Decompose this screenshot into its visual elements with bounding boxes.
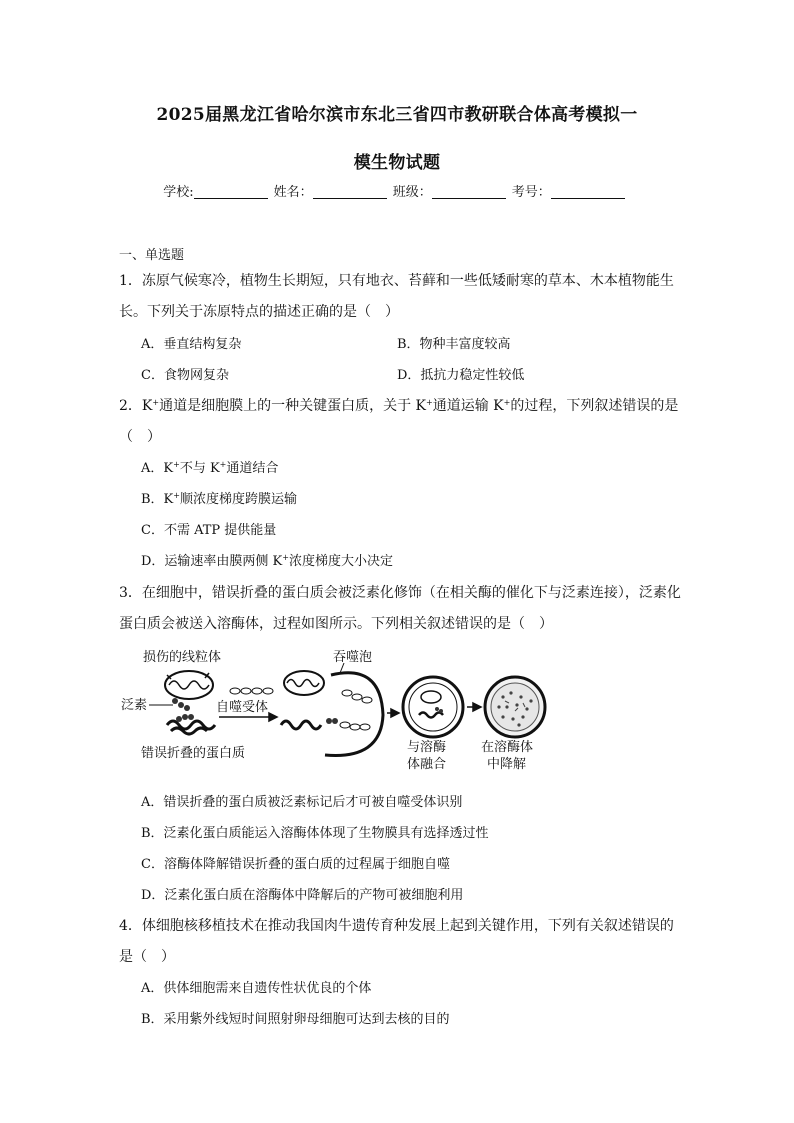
q3-option-b: B．泛素化蛋白质能运入溶酶体体现了生物膜具有选择透过性 bbox=[141, 826, 489, 841]
damaged-mitochondrion-icon bbox=[165, 671, 213, 699]
q2-option-d: D．运输速率由膜两侧 K+浓度梯度大小决定 bbox=[141, 553, 393, 569]
q1-stem-line1: 1．冻原气候寒冷，植物生长期短，只有地衣、苔藓和一些低矮耐寒的草本、木本植物能生 bbox=[119, 273, 674, 289]
school-blank[interactable] bbox=[194, 184, 268, 199]
q4-option-a: A．供体细胞需来自遗传性状优良的个体 bbox=[141, 981, 372, 996]
section-heading: 一、单选题 bbox=[119, 248, 185, 263]
q4-option-b: B．采用紫外线短时间照射卵母细胞可达到去核的目的 bbox=[141, 1012, 450, 1027]
q2-option-a: A．K+不与 K+通道结合 bbox=[141, 460, 279, 476]
q2-stem-line1: 2．K+通道是细胞膜上的一种关键蛋白质，关于 K+通道运输 K+的过程，下列叙述错误的是 bbox=[119, 398, 679, 414]
label-misfolded: 错误折叠的蛋白质 bbox=[141, 746, 246, 761]
label-degrade-1: 在溶酶体 bbox=[481, 740, 534, 755]
q4-stem-line2: 是（ ） bbox=[119, 949, 175, 965]
q1-option-c: C．食物网复杂 bbox=[141, 368, 229, 383]
autolysosome-icon bbox=[403, 677, 463, 737]
label-fuse-1: 与溶酶 bbox=[407, 740, 447, 755]
name-blank[interactable] bbox=[313, 184, 387, 199]
label-fuse-2: 体融合 bbox=[407, 757, 447, 772]
receptor-beads-icon bbox=[230, 688, 273, 694]
lysosome-degradation-icon bbox=[485, 677, 545, 737]
number-blank[interactable] bbox=[551, 184, 625, 199]
label-phagophore: 吞噬泡 bbox=[333, 650, 373, 665]
q1-option-b: B．物种丰富度较高 bbox=[397, 337, 511, 352]
q3-stem-line1: 3．在细胞中，错误折叠的蛋白质会被泛素化修饰（在相关酶的催化下与泛素连接），泛素化 bbox=[119, 585, 681, 601]
page-title-line2: 模生物试题 bbox=[353, 153, 441, 173]
misfolded-protein-icon bbox=[167, 714, 215, 734]
q2-option-b: B．K+顺浓度梯度跨膜运输 bbox=[141, 491, 297, 507]
q1-option-a: A．垂直结构复杂 bbox=[141, 337, 242, 352]
bound-mitochondrion-icon bbox=[284, 671, 324, 695]
q3-stem-line2: 蛋白质会被送入溶酶体，过程如图所示。下列相关叙述错误的是（ ） bbox=[119, 616, 553, 632]
school-label: 学校: bbox=[163, 185, 194, 200]
label-degrade-2: 中降解 bbox=[487, 757, 527, 772]
student-info-line bbox=[0, 181, 794, 200]
q1-stem-line2: 长。下列关于冻原特点的描述正确的是（ ） bbox=[119, 304, 399, 320]
bound-protein-icon bbox=[281, 718, 338, 729]
q3-option-c: C．溶酶体降解错误折叠的蛋白质的过程属于细胞自噬 bbox=[141, 857, 450, 872]
q2-option-c: C．不需 ATP 提供能量 bbox=[141, 523, 277, 538]
q3-option-d: D．泛素化蛋白质在溶酶体中降解后的产物可被细胞利用 bbox=[141, 888, 464, 903]
q4-stem-line1: 4．体细胞核移植技术在推动我国肉牛遗传育种发展上起到关键作用，下列有关叙述错误的 bbox=[119, 918, 674, 934]
autophagy-figure bbox=[119, 645, 559, 775]
page-title-line1: 2025届黑龙江省哈尔滨市东北三省四市教研联合体高考模拟一 bbox=[156, 105, 638, 125]
number-label: 考号： bbox=[511, 185, 551, 200]
label-damaged-mito: 损伤的线粒体 bbox=[143, 650, 222, 665]
class-blank[interactable] bbox=[432, 184, 506, 199]
q2-stem-line2: （ ） bbox=[119, 429, 161, 445]
q3-option-a: A．错误折叠的蛋白质被泛素标记后才可被自噬受体识别 bbox=[141, 795, 463, 810]
class-label: 班级： bbox=[392, 185, 432, 200]
label-ubiquitin: 泛素 bbox=[121, 698, 148, 713]
name-label: 姓名： bbox=[273, 185, 313, 200]
bound-receptor-beads-icon bbox=[340, 690, 372, 730]
q1-option-d: D．抵抗力稳定性较低 bbox=[397, 368, 525, 383]
label-receptor: 自噬受体 bbox=[216, 700, 269, 715]
phagophore-membrane bbox=[325, 673, 383, 756]
